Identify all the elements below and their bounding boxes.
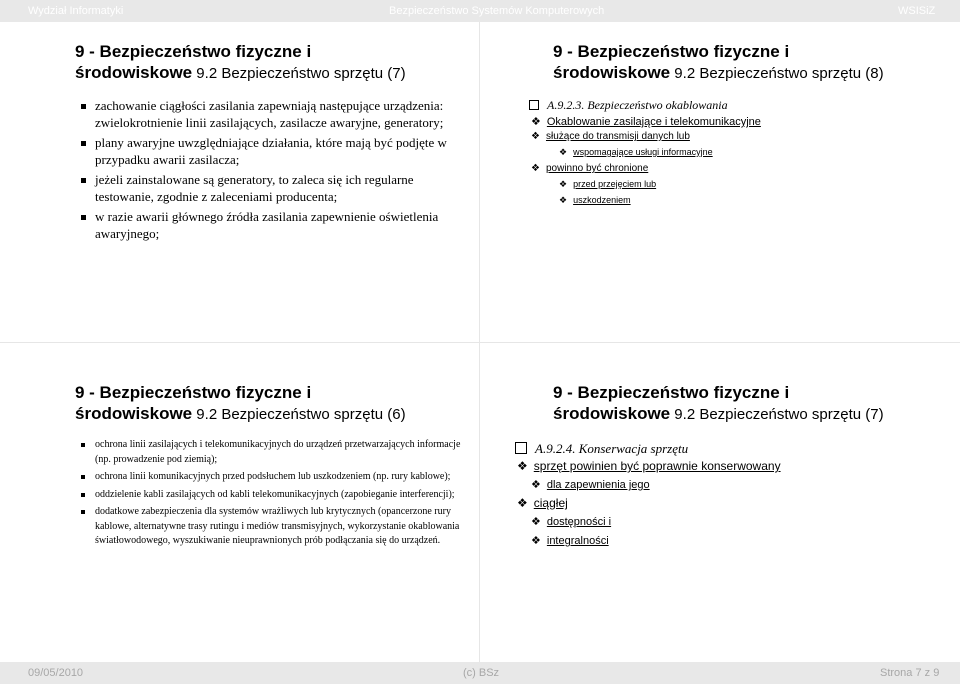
outline-item: ❖ ciągłej (517, 496, 568, 510)
slide-title (75, 41, 465, 84)
checkbox-bullet-icon (515, 442, 527, 454)
diamond-bullet-icon: ❖ (559, 196, 568, 206)
slide-title (75, 382, 465, 425)
bullet-list (81, 98, 465, 242)
title-line2: środowiskowe (75, 404, 193, 423)
title-line1: 9 - Bezpieczeństwo fizyczne i (553, 383, 790, 402)
slide-top-left (75, 41, 465, 242)
diamond-bullet-icon: ❖ (531, 515, 541, 528)
checkbox-bullet-icon (529, 100, 539, 110)
outline-item: ❖ uszkodzeniem (559, 195, 631, 206)
header-right: WSISiZ (898, 5, 936, 17)
square-bullet-icon (81, 141, 86, 146)
list-item: zachowanie ciągłości zasilania zapewniają następujące urządzenia: zwielokrotnienie linii zasilających, zasilacze awaryjne, generatory; (81, 98, 465, 131)
outline-item: ❖ Okablowanie zasilające i telekomunikacyjne (531, 115, 761, 128)
outline-item: ❖ integralności (531, 534, 609, 547)
page-header (0, 0, 960, 22)
slide-title (553, 41, 943, 84)
title-line1: 9 - Bezpieczeństwo fizyczne i (75, 383, 312, 402)
header-left: Wydział Informatyki (28, 5, 124, 17)
list-item: w razie awarii głównego źródła zasilania zapewnienie oświetlenia awaryjnego; (81, 209, 465, 242)
list-item: oddzielenie kabli zasilających od kabli telekomunikacyjnych (zapobieganie interferencji); (81, 488, 465, 503)
outline-item: ❖ wspomagające usługi informacyjne (559, 147, 713, 158)
title-line2: środowiskowe (553, 404, 671, 423)
slide-bottom-right (517, 382, 943, 550)
title-subtitle: 9.2 Bezpieczeństwo sprzętu (7) (670, 406, 884, 423)
list-item: ochrona linii zasilających i telekomunikacyjnych do urządzeń przetwarzających informacje (np. prowadzenie pod ziemią); (81, 438, 465, 467)
outline-item: ❖ dla zapewnienia jego (531, 478, 650, 491)
slide-top-right (531, 41, 943, 208)
title-subtitle: 9.2 Bezpieczeństwo sprzętu (8) (670, 65, 884, 82)
square-bullet-icon (81, 493, 85, 497)
square-bullet-icon (81, 475, 85, 479)
title-subtitle: 9.2 Bezpieczeństwo sprzętu (6) (192, 406, 406, 423)
page-footer (0, 662, 960, 684)
outline-item: ❖ dostępności i (531, 515, 612, 528)
diamond-bullet-icon: ❖ (531, 163, 540, 174)
title-line1: 9 - Bezpieczeństwo fizyczne i (75, 42, 312, 61)
list-item: jeżeli zainstalowane są generatory, to zaleca się ich regularne testowanie, zgodnie z zaleceniami producenta; (81, 172, 465, 205)
slide-title (553, 382, 943, 425)
title-subtitle: 9.2 Bezpieczeństwo sprzętu (7) (192, 65, 406, 82)
section-heading: A.9.2.3. Bezpieczeństwo okablowania (529, 98, 943, 112)
horizontal-divider (0, 342, 960, 343)
title-line1: 9 - Bezpieczeństwo fizyczne i (553, 42, 790, 61)
list-item: plany awaryjne uwzględniające działania, które mają być podjęte w przypadku awarii zasilacza; (81, 135, 465, 168)
outline-item: ❖ powinno być chronione (531, 163, 649, 174)
footer-date: 09/05/2010 (28, 667, 84, 679)
diamond-bullet-icon: ❖ (559, 148, 568, 158)
header-center: Bezpieczeństwo Systemów Komputerowych (389, 5, 605, 17)
title-line2: środowiskowe (75, 63, 193, 82)
bullet-list (81, 438, 465, 549)
square-bullet-icon (81, 443, 85, 447)
square-bullet-icon (81, 215, 86, 220)
square-bullet-icon (81, 178, 86, 183)
diamond-bullet-icon: ❖ (559, 180, 568, 190)
slide-bottom-left (75, 382, 465, 549)
diamond-bullet-icon: ❖ (517, 496, 528, 510)
list-item: dodatkowe zabezpieczenia dla systemów wrażliwych lub krytycznych (opancerzone rury kablowe, alternatywne trasy rutingu i mediów transmisyjnych, wykorzystanie okablowania światłowodowego, wyszukiwanie nieuprawnionych prób podłączania się do urządzeń. (81, 505, 465, 549)
section-heading: A.9.2.4. Konserwacja sprzętu (515, 440, 943, 457)
outline-item: ❖ służące do transmisji danych lub (531, 131, 690, 142)
outline-item: ❖ przed przejęciem lub (559, 179, 657, 190)
footer-copyright: (c) BSz (463, 667, 500, 679)
diamond-bullet-icon: ❖ (531, 478, 541, 491)
diamond-bullet-icon: ❖ (531, 534, 541, 547)
footer-page-number: Strona 7 z 9 (880, 667, 940, 679)
square-bullet-icon (81, 510, 85, 514)
square-bullet-icon (81, 104, 86, 109)
diamond-bullet-icon: ❖ (531, 115, 541, 128)
list-item: ochrona linii komunikacyjnych przed podsłuchem lub uszkodzeniem (np. rury kablowe); (81, 470, 465, 485)
diamond-bullet-icon: ❖ (531, 131, 540, 142)
maintenance-outline (515, 440, 943, 550)
outline-item: ❖ sprzęt powinien być poprawnie konserwowany (517, 459, 781, 473)
title-line2: środowiskowe (553, 63, 671, 82)
cabling-outline (529, 98, 943, 208)
diamond-bullet-icon: ❖ (517, 459, 528, 473)
